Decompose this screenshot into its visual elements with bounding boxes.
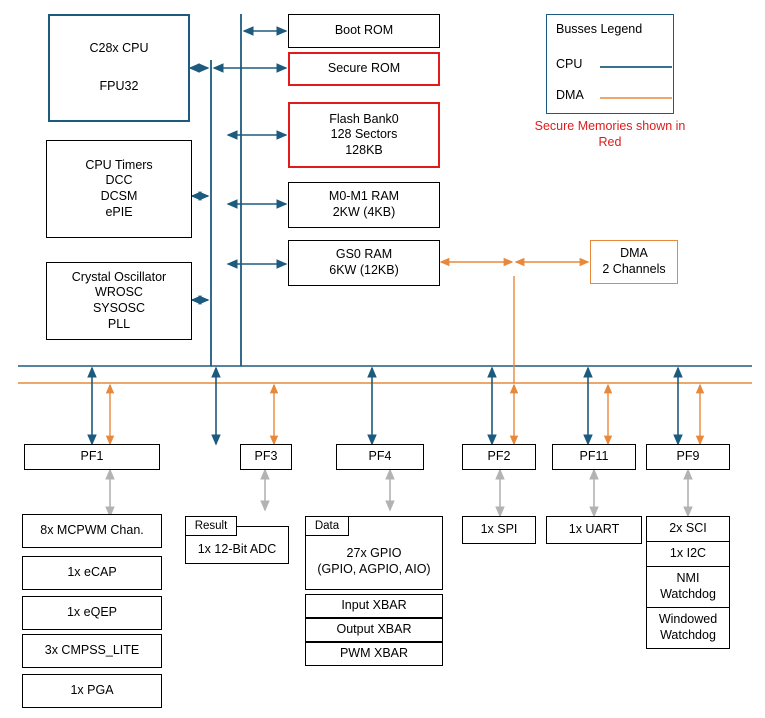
flash-line-2: 128 Sectors bbox=[330, 127, 398, 142]
pf4-item-0-line1: 27x GPIO bbox=[346, 546, 402, 561]
secure-memories-note bbox=[530, 118, 690, 151]
m0m1-line-1: M0-M1 RAM bbox=[328, 189, 400, 204]
legend-line-cpu bbox=[600, 65, 672, 69]
pf1-item-3-label: 3x CMPSS_LITE bbox=[44, 643, 140, 658]
pf4-item-0-line2: (GPIO, AGPIO, AIO) bbox=[317, 562, 431, 576]
result-tag-label: Result bbox=[194, 520, 228, 532]
port-pf2 bbox=[462, 444, 536, 470]
pf2-item-spi bbox=[462, 516, 536, 544]
clocks-block bbox=[46, 262, 192, 340]
timers-line-1: CPU Timers bbox=[85, 157, 153, 172]
timers-line-3: DCSM bbox=[100, 189, 138, 203]
dma-line-1: DMA bbox=[620, 246, 648, 261]
data-tag bbox=[305, 516, 349, 536]
pf9-item-sci bbox=[646, 516, 730, 542]
cpu-timers-block bbox=[46, 140, 192, 238]
pf1-item-2-label: 1x eQEP bbox=[66, 605, 118, 620]
clocks-line-1: Crystal Oscillator bbox=[71, 269, 167, 284]
port-pf4-label: PF4 bbox=[368, 449, 392, 464]
pf9-item-nmi-watchdog bbox=[646, 566, 730, 608]
pf4-item-1-label: Input XBAR bbox=[341, 598, 407, 613]
cpu-line-1: C28x CPU bbox=[89, 41, 149, 56]
pf1-item-1-label: 1x eCAP bbox=[67, 565, 117, 580]
port-pf2-label: PF2 bbox=[487, 449, 511, 464]
port-pf3-label: PF3 bbox=[254, 449, 278, 464]
gs0-line-1: GS0 RAM bbox=[335, 247, 393, 262]
legend-label-dma: DMA bbox=[556, 88, 584, 102]
flash-bank0-block bbox=[288, 102, 440, 168]
clocks-line-4: PLL bbox=[107, 316, 131, 331]
port-pf11-label: PF11 bbox=[579, 449, 609, 464]
pf9-item-3-line1: Windowed bbox=[658, 612, 718, 627]
m0-m1-ram-block bbox=[288, 182, 440, 228]
pf4-item-2-label: Output XBAR bbox=[336, 622, 412, 637]
port-pf3 bbox=[240, 444, 292, 470]
pf11-item-uart bbox=[546, 516, 642, 544]
dma-block bbox=[590, 240, 678, 284]
secure-note-line1: Secure Memories bbox=[534, 119, 633, 133]
flash-line-3: 128KB bbox=[345, 142, 383, 157]
secure-note-line2: shown in Red bbox=[598, 119, 686, 150]
pf1-item-eqep bbox=[22, 596, 162, 630]
clocks-line-3: SYSOSC bbox=[92, 301, 146, 315]
m0m1-line-2: 2KW (4KB) bbox=[332, 205, 396, 219]
pf2-item-0-label: 1x SPI bbox=[480, 522, 518, 537]
pf9-item-2-line2: Watchdog bbox=[660, 587, 716, 601]
pf1-item-4-label: 1x PGA bbox=[70, 683, 114, 698]
port-pf1-label: PF1 bbox=[80, 449, 104, 464]
timers-line-2: DCC bbox=[105, 173, 133, 188]
pf4-item-pwm-xbar bbox=[305, 642, 443, 666]
result-tag bbox=[185, 516, 237, 536]
port-pf4 bbox=[336, 444, 424, 470]
cpu-line-2: FPU32 bbox=[99, 79, 139, 93]
data-tag-label: Data bbox=[314, 520, 340, 532]
pf4-item-output-xbar bbox=[305, 618, 443, 642]
boot-rom-label: Boot ROM bbox=[334, 23, 394, 38]
pf1-item-mcpwm bbox=[22, 514, 162, 548]
legend-label-cpu: CPU bbox=[556, 57, 583, 71]
pf9-item-3-line2: Watchdog bbox=[660, 628, 716, 642]
legend-title: Busses Legend bbox=[556, 22, 643, 36]
pf9-item-0-label: 2x SCI bbox=[669, 521, 707, 536]
pf1-item-cmpss bbox=[22, 634, 162, 668]
pf11-item-0-label: 1x UART bbox=[568, 522, 620, 537]
c28x-cpu-block bbox=[48, 14, 190, 122]
clocks-line-2: WROSC bbox=[95, 285, 143, 300]
pf9-item-windowed-watchdog bbox=[646, 607, 730, 649]
port-pf9-label: PF9 bbox=[676, 449, 700, 464]
port-pf11 bbox=[552, 444, 636, 470]
secure-rom-block bbox=[288, 52, 440, 86]
flash-line-1: Flash Bank0 bbox=[329, 111, 399, 126]
port-pf9 bbox=[646, 444, 730, 470]
secure-rom-label: Secure ROM bbox=[327, 61, 401, 76]
pf9-item-2-line1: NMI bbox=[676, 571, 700, 586]
boot-rom-block bbox=[288, 14, 440, 48]
pf3-item-0-label: 1x 12-Bit ADC bbox=[197, 542, 277, 557]
pf9-item-1-label: 1x I2C bbox=[669, 546, 707, 561]
port-pf1 bbox=[24, 444, 160, 470]
pf9-item-i2c bbox=[646, 541, 730, 567]
pf4-item-3-label: PWM XBAR bbox=[339, 646, 409, 661]
pf1-item-0-label: 8x MCPWM Chan. bbox=[40, 523, 144, 538]
gs0-line-2: 6KW (12KB) bbox=[329, 263, 399, 277]
pf4-item-input-xbar bbox=[305, 594, 443, 618]
pf1-item-pga bbox=[22, 674, 162, 708]
timers-line-4: ePIE bbox=[105, 204, 133, 219]
gs0-ram-block bbox=[288, 240, 440, 286]
dma-line-2: 2 Channels bbox=[602, 262, 666, 276]
pf1-item-ecap bbox=[22, 556, 162, 590]
legend-line-dma bbox=[600, 96, 672, 100]
